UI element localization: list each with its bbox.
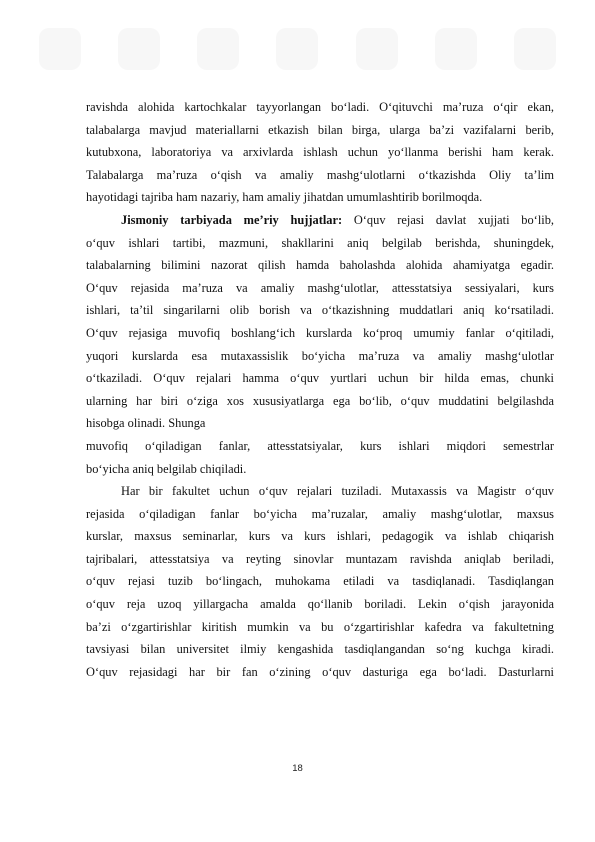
paragraph-first-line: Har bir fakultet uchun o‘quv rejalari tuziladi. Mutaxassis va Magistr o‘quv: [121, 484, 554, 499]
watermark-shape: [356, 28, 398, 70]
text-line: ravishda alohida kartochkalar tayyorlangan bo‘ladi. O‘qituvchi ma’ruza o‘qir ekan,: [86, 100, 554, 114]
text-line: ishlari, ta’til singarilarni olib borish va o‘tkazishning muddatlari aniq ko‘rsatiladi.: [86, 303, 554, 318]
watermark-shape: [197, 28, 239, 70]
text-line: hisobga olinadi. Shunga: [86, 416, 206, 431]
watermark-shape: [435, 28, 477, 70]
text-line: o‘quv ishlari tartibi, mazmuni, shakllarini aniq belgilab berishda, shuningdek,: [86, 235, 554, 250]
page-number: 18: [292, 763, 303, 774]
text-line: O‘quv rejasida ma’ruza va amaliy mashg‘ulotlar, attesstatsiya sessiyalari, kurs: [86, 280, 554, 295]
text-line: ularning har biri o‘ziga xos xususiyatlarga ega bo‘lib, o‘quv muddatini belgilashda: [86, 393, 554, 408]
text-line: hayotidagi tajriba ham nazariy, ham amaliy jihatdan umumlashtirib borilmoqda.: [86, 190, 483, 205]
text-line: kutubxona, laboratoriya va arxivlarda ishlash uchun yo‘llanma berishi ham kerak.: [86, 145, 554, 160]
text-line: tajribalari, attesstatsiya va reyting sinovlar muntazam ravishda aniqlab beriladi,: [86, 551, 554, 566]
text-line: O‘quv rejasiga muvofiq boshlang‘ich kurslarda ko‘proq umumiy fanlar o‘qitiladi,: [86, 325, 554, 340]
text-line: rejasida o‘qiladigan fanlar bo‘yicha ma’ruzalar, amaliy mashg‘ulotlar, maxsus: [86, 506, 554, 521]
text-line: muvofiq o‘qiladigan fanlar, attesstatsiyalar, kurs ishlari miqdori semestrlar: [86, 438, 554, 453]
text-line: ba’zi o‘zgartirishlar kiritish mumkin va bu o‘zgartirishlar kafedra va fakultetning: [86, 619, 554, 634]
text-line: o‘quv reja uzoq yillargacha amalda qo‘llanib boriladi. Lekin o‘qish jarayonida: [86, 597, 554, 612]
text-line: Talabalarga ma’ruza o‘qish va amaliy mashg‘ulotlarni o‘tkazishda Oliy ta’lim: [86, 167, 554, 182]
text-line: tavsiyasi bilan universitet ilmiy kengashida tasdiqlangandan so‘ng kuchga kiradi.: [86, 642, 554, 657]
text-line: talabalarga mavjud materiallarni etkazish bilan birga, ularga ba’zi vazifalarni berib,: [86, 122, 554, 137]
watermark-shape: [514, 28, 556, 70]
section-heading: Jismoniy tarbiyada me’riy hujjatlar:: [121, 212, 343, 227]
watermark-shape: [118, 28, 160, 70]
text-line: talabalarning bilimini nazorat qilish hamda baholashda alohida ahamiyatga egadir.: [86, 258, 554, 273]
document-body: [86, 96, 554, 683]
text-line: o‘quv rejasi tuzib bo‘lingach, muhokama etiladi va tasdiqlanadi. Tasdiqlangan: [86, 574, 554, 589]
watermark-band: [0, 18, 595, 80]
paragraph-first-line: [86, 209, 554, 232]
text-line: kurslar, maxsus seminarlar, kurs va kurs ishlari, pedagogik va ishlab chiqarish: [86, 529, 554, 544]
text-line: O‘quv rejasidagi har bir fan o‘zining o‘quv dasturiga ega bo‘ladi. Dasturlarni: [86, 664, 554, 679]
watermark-shape: [276, 28, 318, 70]
text-line: o‘tkaziladi. O‘quv rejalari hamma o‘quv yurtlari uchun bir hilda emas, chunki: [86, 371, 554, 386]
text-line: bo‘yicha aniq belgilab chiqiladi.: [86, 461, 247, 476]
watermark-shape: [39, 28, 81, 70]
text-span: O‘quv rejasi davlat xujjati bo‘lib,: [342, 212, 554, 227]
text-line: yuqori kurslarda esa mutaxassislik bo‘yicha ma’ruza va amaliy mashg‘ulotlar: [86, 348, 554, 363]
